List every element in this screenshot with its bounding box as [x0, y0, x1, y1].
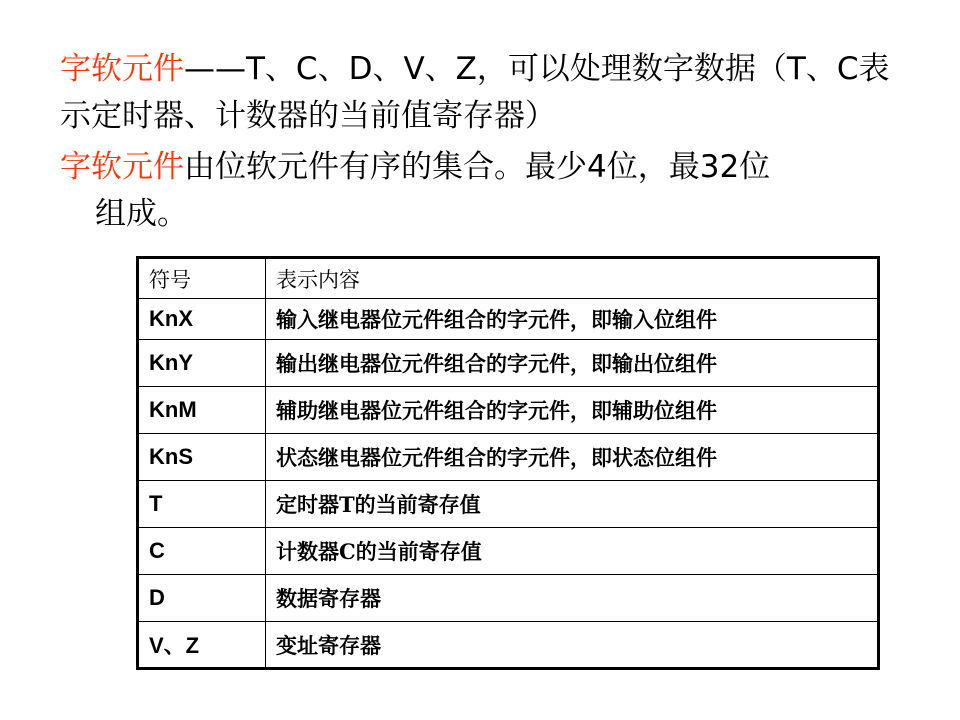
cell-symbol: KnS [138, 434, 266, 481]
table-row [138, 387, 879, 434]
header-symbol: 符号 [138, 258, 266, 299]
cell-symbol: KnY [138, 340, 266, 387]
cell-symbol: KnM [138, 387, 266, 434]
header-description: 表示内容 [266, 258, 879, 299]
cell-description: 定时器T的当前寄存值 [266, 481, 879, 528]
paragraph-word-devices-composition [60, 144, 910, 238]
cell-symbol: V、Z [138, 622, 266, 669]
highlight-term: 字软元件 [60, 149, 184, 185]
word-device-table [136, 256, 880, 670]
cell-description: 输出继电器位元件组合的字元件，即输出位组件 [266, 340, 879, 387]
cell-description: 计数器C的当前寄存值 [266, 528, 879, 575]
cell-description: 数据寄存器 [266, 575, 879, 622]
table-row [138, 299, 879, 340]
cell-description: 输入继电器位元件组合的字元件，即输入位组件 [266, 299, 879, 340]
cell-description: 辅助继电器位元件组合的字元件，即辅助位组件 [266, 387, 879, 434]
cell-symbol: C [138, 528, 266, 575]
table-row [138, 340, 879, 387]
table-row [138, 528, 879, 575]
paragraph-text-line2: 组成。 [95, 196, 188, 232]
table-header-row [138, 258, 879, 299]
table-row [138, 622, 879, 669]
cell-description: 状态继电器位元件组合的字元件，即状态位组件 [266, 434, 879, 481]
cell-symbol: D [138, 575, 266, 622]
cell-symbol: KnX [138, 299, 266, 340]
cell-description: 变址寄存器 [266, 622, 879, 669]
cell-symbol: T [138, 481, 266, 528]
paragraph-word-devices-intro [60, 46, 910, 140]
paragraph-text: ——T、C、D、V、Z，可以处理数字数据（T、C表示定时器、计数器的当前值寄存器） [60, 51, 890, 134]
highlight-term: 字软元件 [60, 51, 184, 87]
table-row [138, 434, 879, 481]
table-row [138, 575, 879, 622]
table-row [138, 481, 879, 528]
paragraph-text-line1: 由位软元件有序的集合。最少4位，最32位 [184, 149, 771, 185]
